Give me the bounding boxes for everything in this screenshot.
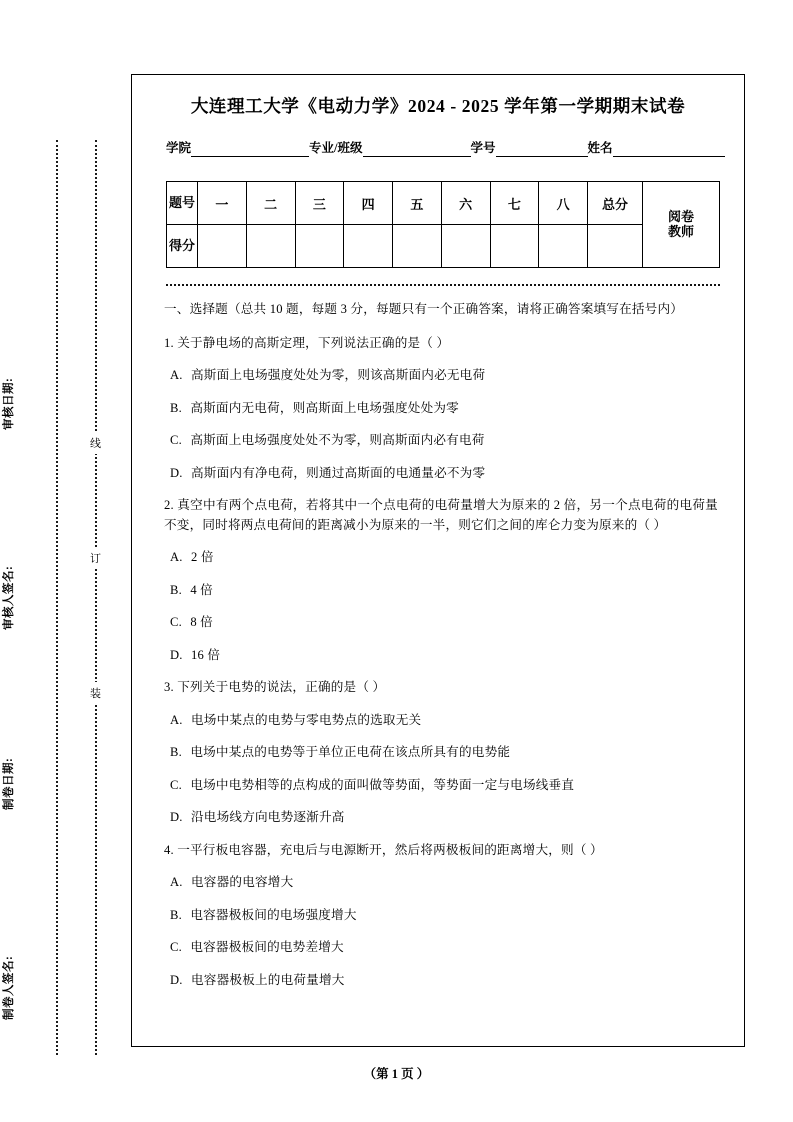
seam-char-order: 订 [86,547,105,569]
question-3-number: 3. [164,680,174,695]
question-3-text: 下列关于电势的说法，正确的是（ ） [177,680,386,695]
field-name [588,138,725,157]
question-4-option-c[interactable] [170,938,718,958]
col-header-grading-teacher[interactable] [643,182,720,268]
question-2-option-c[interactable] [170,613,718,633]
field-name-label: 姓名 [587,141,613,155]
field-college-input[interactable] [191,142,309,157]
question-4-option-c-key: C. [170,940,182,955]
question-3-option-c[interactable] [170,776,718,796]
question-2-stem [164,496,718,535]
question-2-text: 真空中有两个点电荷，若将其中一个点电荷的电荷量增大为原来的 2 倍，另一个点电荷的电荷量不变，同时将两点电荷间的距离减小为原来的一半，则它们之间的库仑力变为原来的（ ） [164,498,718,532]
question-1-option-c[interactable] [170,431,718,451]
table-row-scores [167,225,720,268]
question-2-option-c-text: 8 倍 [190,615,213,630]
question-3-option-d[interactable] [170,808,718,828]
page-footer: （第 1 页 ） [363,1067,430,1081]
col-header-3: 三 [295,182,344,225]
question-1-option-c-text: 高斯面上电场强度处处不为零，则高斯面内必有电荷 [190,433,485,448]
field-major [309,138,470,157]
binding-margin-zone [0,0,131,1122]
score-cell-total[interactable] [588,225,643,268]
seam-char-line: 线 [86,432,105,454]
col-header-7: 七 [490,182,539,225]
question-1-stem [164,334,718,354]
field-college [166,138,309,157]
question-4-option-d-text: 电容器极板上的电荷量增大 [191,972,345,987]
question-1-option-d-text: 高斯面内有净电荷，则通过高斯面的电通量必不为零 [191,465,486,480]
question-3-stem [164,678,718,698]
question-body-area [164,300,718,990]
section-heading: 一、选择题（总共 10 题，每题 3 分，每题只有一个正确答案，请将正确答案填写在括号内） [164,302,684,316]
score-cell-3[interactable] [295,225,344,268]
question-3-option-a[interactable] [170,711,718,731]
question-1-text: 关于静电场的高斯定理，下列说法正确的是（ ） [177,335,450,350]
score-table [166,181,720,268]
exam-paper-frame [131,74,745,1047]
question-3-option-b[interactable] [170,743,718,763]
field-name-input[interactable] [613,142,725,157]
question-2-option-a[interactable] [170,548,718,568]
field-college-label: 学院 [166,141,192,155]
col-header-8: 八 [539,182,588,225]
question-1-option-a[interactable] [170,366,718,386]
question-1-option-d-key: D. [170,465,183,480]
binding-dotted-line-outer [56,140,58,1055]
question-4-option-d-key: D. [170,972,183,987]
question-4-option-b-text: 电容器极板间的电场强度增大 [190,907,357,922]
row-header-question-number-text: 题号 [168,194,195,210]
question-4-option-a[interactable] [170,873,718,893]
question-1-option-d[interactable] [170,464,718,484]
score-cell-7[interactable] [490,225,539,268]
score-cell-4[interactable] [344,225,393,268]
score-cell-6[interactable] [441,225,490,268]
question-3-option-c-text: 电场中电势相等的点构成的面叫做等势面，等势面一定与电场线垂直 [190,777,575,792]
table-row-question-numbers [167,182,720,225]
grading-teacher-label-line1: 阅卷 [667,208,694,224]
question-1-option-a-key: A. [170,368,183,383]
row-header-score-text: 得分 [168,237,195,253]
margin-label-author-signature: 制卷人签名: [3,955,15,1020]
question-3-option-b-key: B. [170,745,182,760]
margin-label-paper-date: 制卷日期: [3,757,15,810]
question-2-option-b[interactable] [170,581,718,601]
question-3-option-d-key: D. [170,810,183,825]
field-student-id-label: 学号 [470,141,496,155]
question-1-option-b-text: 高斯面内无电荷，则高斯面上电场强度处处为零 [190,400,459,415]
margin-label-reviewer-signature: 审核人签名: [3,565,15,630]
score-cell-5[interactable] [393,225,442,268]
question-2-number: 2. [164,498,174,513]
question-2-option-d-text: 16 倍 [191,647,221,662]
score-cell-2[interactable] [246,225,295,268]
col-header-6: 六 [441,182,490,225]
row-header-question-number [167,182,198,225]
question-2-option-b-key: B. [170,582,182,597]
binding-dotted-line-inner [95,140,97,1055]
question-1-option-b-key: B. [170,400,182,415]
question-3-option-d-text: 沿电场线方向电势逐渐升高 [191,810,345,825]
grading-teacher-label-line2: 教师 [667,223,694,239]
margin-label-review-date: 审核日期: [3,377,15,430]
question-2-option-b-text: 4 倍 [190,582,213,597]
question-2-option-d[interactable] [170,646,718,666]
col-header-2: 二 [246,182,295,225]
question-4-option-d[interactable] [170,971,718,991]
question-2-option-d-key: D. [170,647,183,662]
field-major-label: 专业/班级 [309,141,363,155]
exam-title: 大连理工大学《电动力学》2024 - 2025 学年第一学期期末试卷 [190,96,686,116]
question-4-number: 4. [164,842,174,857]
question-2-option-a-key: A. [170,550,183,565]
col-header-1: 一 [198,182,247,225]
section-divider [166,284,720,286]
question-4-option-b-key: B. [170,907,182,922]
score-cell-1[interactable] [198,225,247,268]
question-1-option-a-text: 高斯面上电场强度处处为零，则该高斯面内必无电荷 [191,368,486,383]
question-2-option-c-key: C. [170,615,182,630]
row-header-score [167,225,198,268]
question-4-option-c-text: 电容器极板间的电势差增大 [190,940,344,955]
score-cell-8[interactable] [539,225,588,268]
question-3-option-a-text: 电场中某点的电势与零电势点的选取无关 [191,712,422,727]
question-4-stem [164,841,718,861]
question-4-text: 一平行板电容器，充电后与电源断开，然后将两极板间的距离增大，则（ ） [177,842,603,857]
question-3-option-b-text: 电场中某点的电势等于单位正电荷在该点所具有的电势能 [190,745,511,760]
question-1-option-b[interactable] [170,399,718,419]
field-major-input[interactable] [363,142,471,157]
question-4-option-b[interactable] [170,906,718,926]
question-4-option-a-key: A. [170,875,183,890]
col-header-total: 总分 [588,182,643,225]
question-1-option-c-key: C. [170,433,182,448]
field-student-id-input[interactable] [496,142,588,157]
question-3-option-c-key: C. [170,777,182,792]
col-header-4: 四 [344,182,393,225]
seam-char-bind: 装 [86,682,105,704]
col-header-5: 五 [393,182,442,225]
question-1-number: 1. [164,335,174,350]
field-student-id [471,138,588,157]
question-4-option-a-text: 电容器的电容增大 [191,875,294,890]
question-2-option-a-text: 2 倍 [191,550,214,565]
student-info-row [166,138,722,157]
question-3-option-a-key: A. [170,712,183,727]
